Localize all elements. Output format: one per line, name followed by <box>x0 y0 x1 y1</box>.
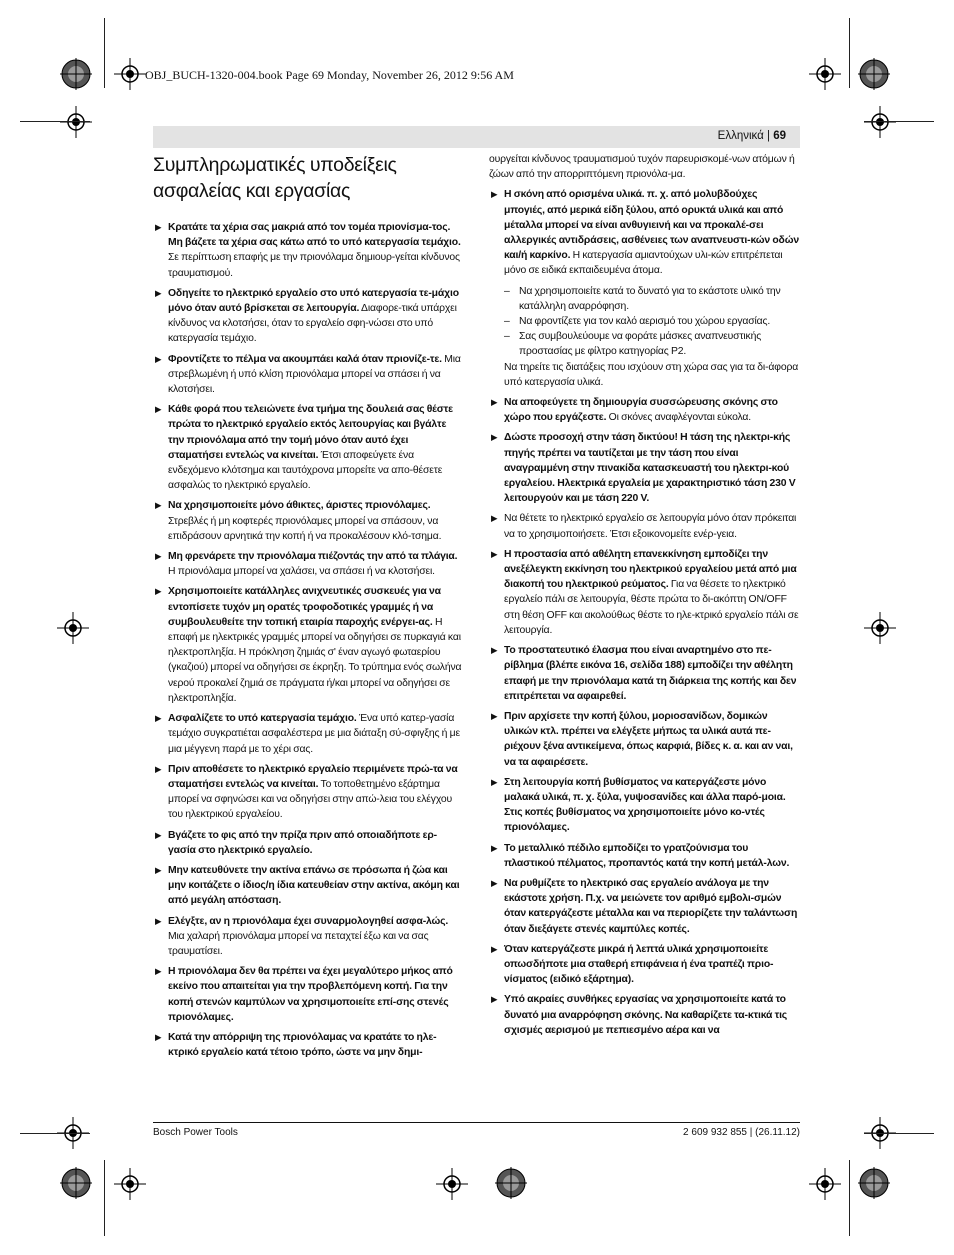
bullet-item <box>153 863 463 909</box>
trim-line <box>104 1160 105 1236</box>
bullet-item <box>153 352 463 398</box>
trim-line <box>849 1160 850 1236</box>
bullet-bold-text: Κάθε φορά που τελειώνετε ένα τμήμα της δουλειά σας θέστε πρώτα το ηλεκτρικό εργαλείο εκτός λειτουργίας και βγάλτε την πριονόλαμα από την τομή μόνο όταν αυτό έχει σταματήσει εντελώς να κινείται. <box>168 404 453 461</box>
item-note: Να τηρείτε τις διατάξεις που ισχύουν στη χώρα σας για τα δι-άφορα υπό κατεργασία υλικά. <box>504 361 799 388</box>
bullet-text: Διαφορε-τικά υπάρχει κίνδυνος να κλοτσήσει, όταν το εργαλείο σφη-νώσει στο υπό κατεργασία τεμάχιο. <box>168 303 457 345</box>
page-number: 69 <box>773 130 786 142</box>
bullet-arrow-icon: ▶ <box>491 513 498 524</box>
sub-list-item <box>489 329 799 359</box>
bullet-item <box>153 498 463 544</box>
bullet-arrow-icon: ▶ <box>155 500 162 511</box>
sub-item-text: Σας συμβουλεύουμε να φοράτε μάσκες αναπνευστικής προστασίας με φίλτρο κατηγορίας P2. <box>519 331 762 358</box>
dash-glyph: – <box>504 316 510 328</box>
bullet-text: Σε περίπτωση επαφής με την πριονόλαμα δημιουρ-γείται κίνδυνος τραυματισμού. <box>168 252 460 279</box>
crosshair-mark-mid-left <box>57 612 89 644</box>
bullet-bold-text: Η προστασία από αθέλητη επανεκκίνηση εμποδίζει την ανεξέλεγκτη εκκίνηση του ηλεκτρικού εργαλείου μετά από μια διακοπή του ηλεκτρικού ρεύματος. <box>504 548 797 591</box>
bullet-bold-text: Πριν αρχίσετε την κοπή ξύλου, μοριοσανίδων, δομικών υλικών κτλ. πρέπει να ελέγξετε μήπως τα υλικά αυτά πε-ριέχουν ξένα αντικείμενα, όπως καρφιά, βίδες κ. α. και αν ναι, να τα αφαιρέσετε. <box>504 710 793 768</box>
crosshair-mark-top-left <box>114 58 146 90</box>
bullet-bold-text: Μην κατευθύνετε την ακτίνα επάνω σε πρόσωπα ή ζώα και μην κοιτάζετε ο ίδιος/η ίδια κατευθείαν στην ακτίνα, ακόμη και από μεγάλη απόσταση. <box>168 864 460 907</box>
page-header-label <box>718 130 786 142</box>
bullet-arrow-icon: ▶ <box>491 994 498 1005</box>
footer-rule <box>153 1122 800 1123</box>
registration-mark-top-left <box>60 58 92 90</box>
bullet-item <box>489 841 799 871</box>
bullet-bold-text: Ασφαλίζετε το υπό κατεργασία τεμάχιο. <box>168 713 357 725</box>
bullet-arrow-icon: ▶ <box>491 710 498 721</box>
sub-list-item <box>489 284 799 314</box>
bullet-text: Ένα υπό κατερ-γασία τεμάχιο συγκρατιέται ασφαλέστερα με μια διάταξη σύ-σφιγξης ή με μια μέγγενη παρά με το χέρι σας. <box>168 713 460 755</box>
bullet-bold-text: Να αποφεύγετε τη δημιουργία συσσώρευσης σκόνης στο χώρο που εργάζεστε. <box>504 397 778 424</box>
bullet-item <box>153 549 463 579</box>
bullet-bold-text: Φροντίζετε το πέλμα να ακουμπάει καλά όταν πριονίζε-τε. <box>168 353 442 365</box>
bullet-text: Οι σκόνες αναφλέγονται εύκολα. <box>606 412 752 424</box>
trim-line <box>20 121 90 122</box>
bullet-arrow-icon: ▶ <box>491 548 498 559</box>
bullet-text: Στρεβλές ή μη κοφτερές πριονόλαμες μπορεί να σπάσουν, να επιδράσουν αρνητικά την κοπή ή να προκαλέσουν κλό-τσημα. <box>168 515 442 542</box>
bullet-item <box>489 992 799 1038</box>
language-label: Ελληνικά <box>717 130 764 142</box>
bullet-bold-text: Υπό ακραίες συνθήκες εργασίας να χρησιμοποιείτε κατά το δυνατό μια αναρρόφηση σκόνης. Να καθαρίζετε τα-κτικά τις σχισμές αερισμού με πεπιεσμένο αέρα και να <box>504 994 788 1036</box>
bullet-bold-text: Να χρησιμοποιείτε μόνο άθικτες, άριστες πριονόλαμες. <box>168 500 431 512</box>
crosshair-mark-bottom-right <box>809 1168 841 1200</box>
footer-brand: Bosch Power Tools <box>153 1127 238 1138</box>
bullet-bold-text: Στη λειτουργία κοπή βυθίσματος να κατεργάζεστε μόνο μαλακά υλικά, π. χ. ξύλα, γυψοσανίδες και άλλα παρό-μοια. Στις κοπές βυθίσματος να χρησιμοποιείτε μόνο κο-ντές πριονόλαμες. <box>504 776 786 834</box>
bullet-item <box>489 775 799 836</box>
bullet-item <box>489 187 799 278</box>
bullet-item <box>153 964 463 1025</box>
bullet-bold-text: Βγάζετε το φις από την πρίζα πριν από οποιαδήποτε ερ-γασία στο ηλεκτρικό εργαλείο. <box>168 829 437 856</box>
bullet-item <box>489 643 799 704</box>
bullet-arrow-icon: ▶ <box>491 776 498 787</box>
bullet-arrow-icon: ▶ <box>155 287 162 298</box>
bullet-text: Η κατεργασία αμιαντούχων υλι-κών επιτρέπεται μόνο σε ειδικά εκπαιδευμένα άτομα. <box>504 250 783 277</box>
trim-line <box>864 1133 934 1134</box>
bullet-item <box>153 711 463 757</box>
left-column <box>153 152 463 1065</box>
bullet-text: Μια χαλαρή πριονόλαμα μπορεί να πεταχτεί έξω και να σας τραυματίσει. <box>168 930 429 957</box>
bullet-bold-text: Οδηγείτε το ηλεκτρικό εργαλείο στο υπό κατεργασία τε-μάχιο μόνο όταν αυτό βρίσκεται σε λειτουργία. <box>168 287 459 315</box>
bullet-bold-text: Μη φρενάρετε την πριονόλαμα πιέζοντάς την από τα πλάγια. <box>168 551 458 563</box>
trim-line <box>849 18 850 88</box>
sub-list-item <box>489 314 799 329</box>
sub-item-text: Να χρησιμοποιείτε κατά το δυνατό για το εκάστοτε υλικό την κατάλληλη αναρρόφηση. <box>519 285 781 312</box>
sub-item-text: Να φροντίζετε για τον καλό αερισμό του χώρου εργασίας. <box>519 316 771 328</box>
bullet-arrow-icon: ▶ <box>491 397 498 408</box>
bullet-item <box>489 547 799 638</box>
continuation-text: ουργείται κίνδυνος τραυματισμού τυχόν παρευρισκομέ-νων ατόμων ή ζώων από την απορριπτόμενη πριονόλα-μα. <box>489 154 795 181</box>
bullet-bold-text: Η πριονόλαμα δεν θα πρέπει να έχει μεγαλύτερο μήκος από εκείνο που απαιτείται για την προβλεπόμενη κοπή. Για την κοπή στενών καμπύλων να χρησιμοποιείτε επί-σης στενές πριονόλαμες. <box>168 966 453 1023</box>
bullet-arrow-icon: ▶ <box>491 943 498 954</box>
bullet-bold-text: Χρησιμοποιείτε κατάλληλες ανιχνευτικές συσκευές για να εντοπίσετε τυχόν μη ορατές τροφοδοτικές γραμμές ή να συμβουλευθείτε την τοπική εταιρία παροχής ενέργει-ας. <box>168 586 441 628</box>
bullet-arrow-icon: ▶ <box>491 842 498 853</box>
bullet-bold-text: Η σκόνη από ορισμένα υλικά. π. χ. από μολυβδούχες μπογιές, από μερικά είδη ξύλου, από ορυκτά υλικά και από μέταλλα μπορεί να είναι ανθυγιεινή και να προκαλέ-σει αλλεργικές αντιδράσεις, ασθένειες των αναπνευστι-κών οδών και/ή καρκίνο. <box>504 189 799 262</box>
registration-mark-bottom-center <box>495 1167 527 1199</box>
bullet-item <box>153 286 463 347</box>
bullet-text: Να θέτετε το ηλεκτρικό εργαλείο σε λειτουργία μόνο όταν πρόκειται να το χρησιμοποιήσετε. Έτσι εξοικονομείτε ενέρ-γεια. <box>504 513 797 540</box>
bullet-arrow-icon: ▶ <box>155 1031 162 1042</box>
bullet-item <box>489 430 799 506</box>
header-separator: | <box>767 130 770 142</box>
page-header-bar <box>153 126 800 148</box>
right-item-list <box>489 187 799 1038</box>
dash-glyph: – <box>504 331 510 343</box>
bullet-item <box>489 876 799 937</box>
registration-mark-bottom-right <box>858 1167 890 1199</box>
bullet-bold-text: Ελέγξτε, αν η πριονόλαμα έχει συναρμολογηθεί ασφα-λώς. <box>168 915 449 927</box>
bullet-item <box>489 511 799 541</box>
bullet-arrow-icon: ▶ <box>491 189 498 200</box>
bullet-text: Μια στρεβλωμένη ή υπό κλίση πριονόλαμα μπορεί να σπάσει ή να κλοτσήσει. <box>168 353 461 396</box>
bullet-arrow-icon: ▶ <box>491 877 498 888</box>
trim-line <box>104 18 105 88</box>
left-item-list <box>153 220 463 1060</box>
crosshair-mark-top-right <box>809 58 841 90</box>
bullet-text: Η πριονόλαμα μπορεί να χαλάσει, να σπάσει ή να κλοτσήσει. <box>168 566 435 578</box>
dash-glyph: – <box>504 285 510 297</box>
trim-line <box>864 121 934 122</box>
crosshair-mark-upper-right <box>864 106 896 138</box>
crosshair-mark-bottom-center <box>436 1168 468 1200</box>
bullet-item <box>489 395 799 425</box>
bullet-arrow-icon: ▶ <box>155 586 162 597</box>
bullet-item <box>153 220 463 281</box>
registration-mark-top-right <box>858 58 890 90</box>
bullet-arrow-icon: ▶ <box>155 829 162 840</box>
bullet-text: Έτσι αποφεύγετε ένα ενδεχόμενο κλότσημα και ταυτόχρονα μπορείτε να απο-θέσετε ασφαλώς το ηλεκτρικό εργαλείο. <box>168 449 443 492</box>
bullet-item <box>153 584 463 706</box>
footer-doc-number: 2 609 932 855 | (26.11.12) <box>683 1127 800 1138</box>
bullet-item <box>489 709 799 770</box>
crosshair-mark-bottom-left <box>114 1168 146 1200</box>
bullet-arrow-icon: ▶ <box>155 915 162 926</box>
bullet-arrow-icon: ▶ <box>155 763 162 774</box>
bullet-item <box>153 762 463 823</box>
right-column <box>489 152 799 1043</box>
bullet-item <box>489 942 799 988</box>
bullet-item <box>153 1030 463 1060</box>
bullet-arrow-icon: ▶ <box>155 353 162 364</box>
bullet-bold-text: Το μεταλλικό πέδιλο εμποδίζει το γρατζούνισμα του πλαστικού πέλματος, προπαντός κατά την κοπή μετάλ-λων. <box>504 842 790 869</box>
crosshair-mark-upper-left <box>60 106 92 138</box>
bullet-arrow-icon: ▶ <box>155 551 162 562</box>
bullet-item <box>153 402 463 493</box>
trim-line <box>20 1133 90 1134</box>
bullet-arrow-icon: ▶ <box>155 222 162 232</box>
bullet-bold-text: Κατά την απόρριψη της πριονόλαμας να κρατάτε το ηλε-κτρικό εργαλείο κατά τέτοιο τρόπο, ώστε να μην δημι- <box>168 1031 437 1059</box>
bullet-bold-text: Δώστε προσοχή στην τάση δικτύου! Η τάση της ηλεκτρι-κής πηγής πρέπει να ταυτίζεται με την τάση που είναι αναγραμμένη στην πινακίδα κατασκευαστή του ηλεκτρι-κού εργαλείου. Ηλεκτρικά εργαλεία με χαρακτηριστικό τάση 230 V λειτουργούν και με τάση 220 V. <box>504 432 796 505</box>
bullet-bold-text: Όταν κατεργάζεστε μικρά ή λεπτά υλικά χρησιμοποιείτε οπωσδήποτε μια σταθερή επιφάνεια ή ένα τραπέζι πριο-νίσματος (ειδικό εξάρτημα). <box>504 943 774 986</box>
crosshair-mark-mid-right <box>864 612 896 644</box>
bullet-bold-text: Κρατάτε τα χέρια σας μακριά από τον τομέα πριονίσμα-τος. Μη βάζετε τα χέρια σας κάτω από το υπό κατεργασία τεμάχιο. <box>168 222 461 249</box>
bullet-arrow-icon: ▶ <box>491 645 498 656</box>
bullet-text: Η επαφή με ηλεκτρικές γραμμές μπορεί να οδηγήσει σε πυρκαγιά και ηλεκτροπληξία. Η πρόκληση ζημιάς σ' έναν αγωγό φωταερίου (γκαζιού) μπορεί να οδηγήσει σε έκρηξη. Το τρύπημα ενός σωλήνα νερού προκαλεί ζημιά σε πράγματα ή/και μπορεί να οδηγήσει σε ηλεκτροπληξία. <box>168 616 462 704</box>
bullet-text: Για να θέσετε το ηλεκτρικό εργαλείο πάλι σε λειτουργία, θέστε πρώτα το δι-ακόπτη ON/OFF στη θέση OFF και ακολούθως θέστε το ηλε-κτρικό εργαλείο πάλι σε λειτουργία. <box>504 579 799 636</box>
bullet-item <box>153 914 463 960</box>
section-title: Συμπληρωματικές υποδείξεις ασφαλείας και εργασίας <box>153 154 397 202</box>
bullet-arrow-icon: ▶ <box>155 966 162 977</box>
bullet-arrow-icon: ▶ <box>155 404 162 415</box>
bullet-arrow-icon: ▶ <box>491 432 498 443</box>
bullet-bold-text: Το προστατευτικό έλασμα που είναι αναρτημένο στο πε-ρίβλημα (βλέπε εικόνα 16, σελίδα 188) εμποδίζει την αθέλητη επαφή με την πριονόλαμα κατά τη διάρκεια της κοπής και δεν επιτρέπεται να αφαιρεθεί. <box>504 645 797 702</box>
bullet-arrow-icon: ▶ <box>155 713 162 724</box>
bullet-text: Το τοποθετημένο εξάρτημα μπορεί να σφηνώσει και να οδηγήσει στην απώ-λεια του ελέγχου του ηλεκτρικού εργαλείου. <box>168 778 453 821</box>
registration-mark-bottom-left <box>60 1167 92 1199</box>
bullet-bold-text: Να ρυθμίζετε το ηλεκτρικό σας εργαλείο ανάλογα με την εκάστοτε χρήση. Π.χ. να μειώνετε τον αριθμό εμβολι-σμών όταν κατεργάζεστε μέταλλα και να περιορίζετε την ταλάντωση όταν διεξάγετε στενές καμπύλες κοπές. <box>504 877 798 935</box>
print-slug: OBJ_BUCH-1320-004.book Page 69 Monday, November 26, 2012 9:56 AM <box>145 68 514 82</box>
bullet-bold-text: Πριν αποθέσετε το ηλεκτρικό εργαλείο περιμένετε πρώ-τα να σταματήσει εντελώς να κινείται. <box>168 763 458 790</box>
bullet-arrow-icon: ▶ <box>155 864 162 875</box>
bullet-item <box>153 828 463 858</box>
